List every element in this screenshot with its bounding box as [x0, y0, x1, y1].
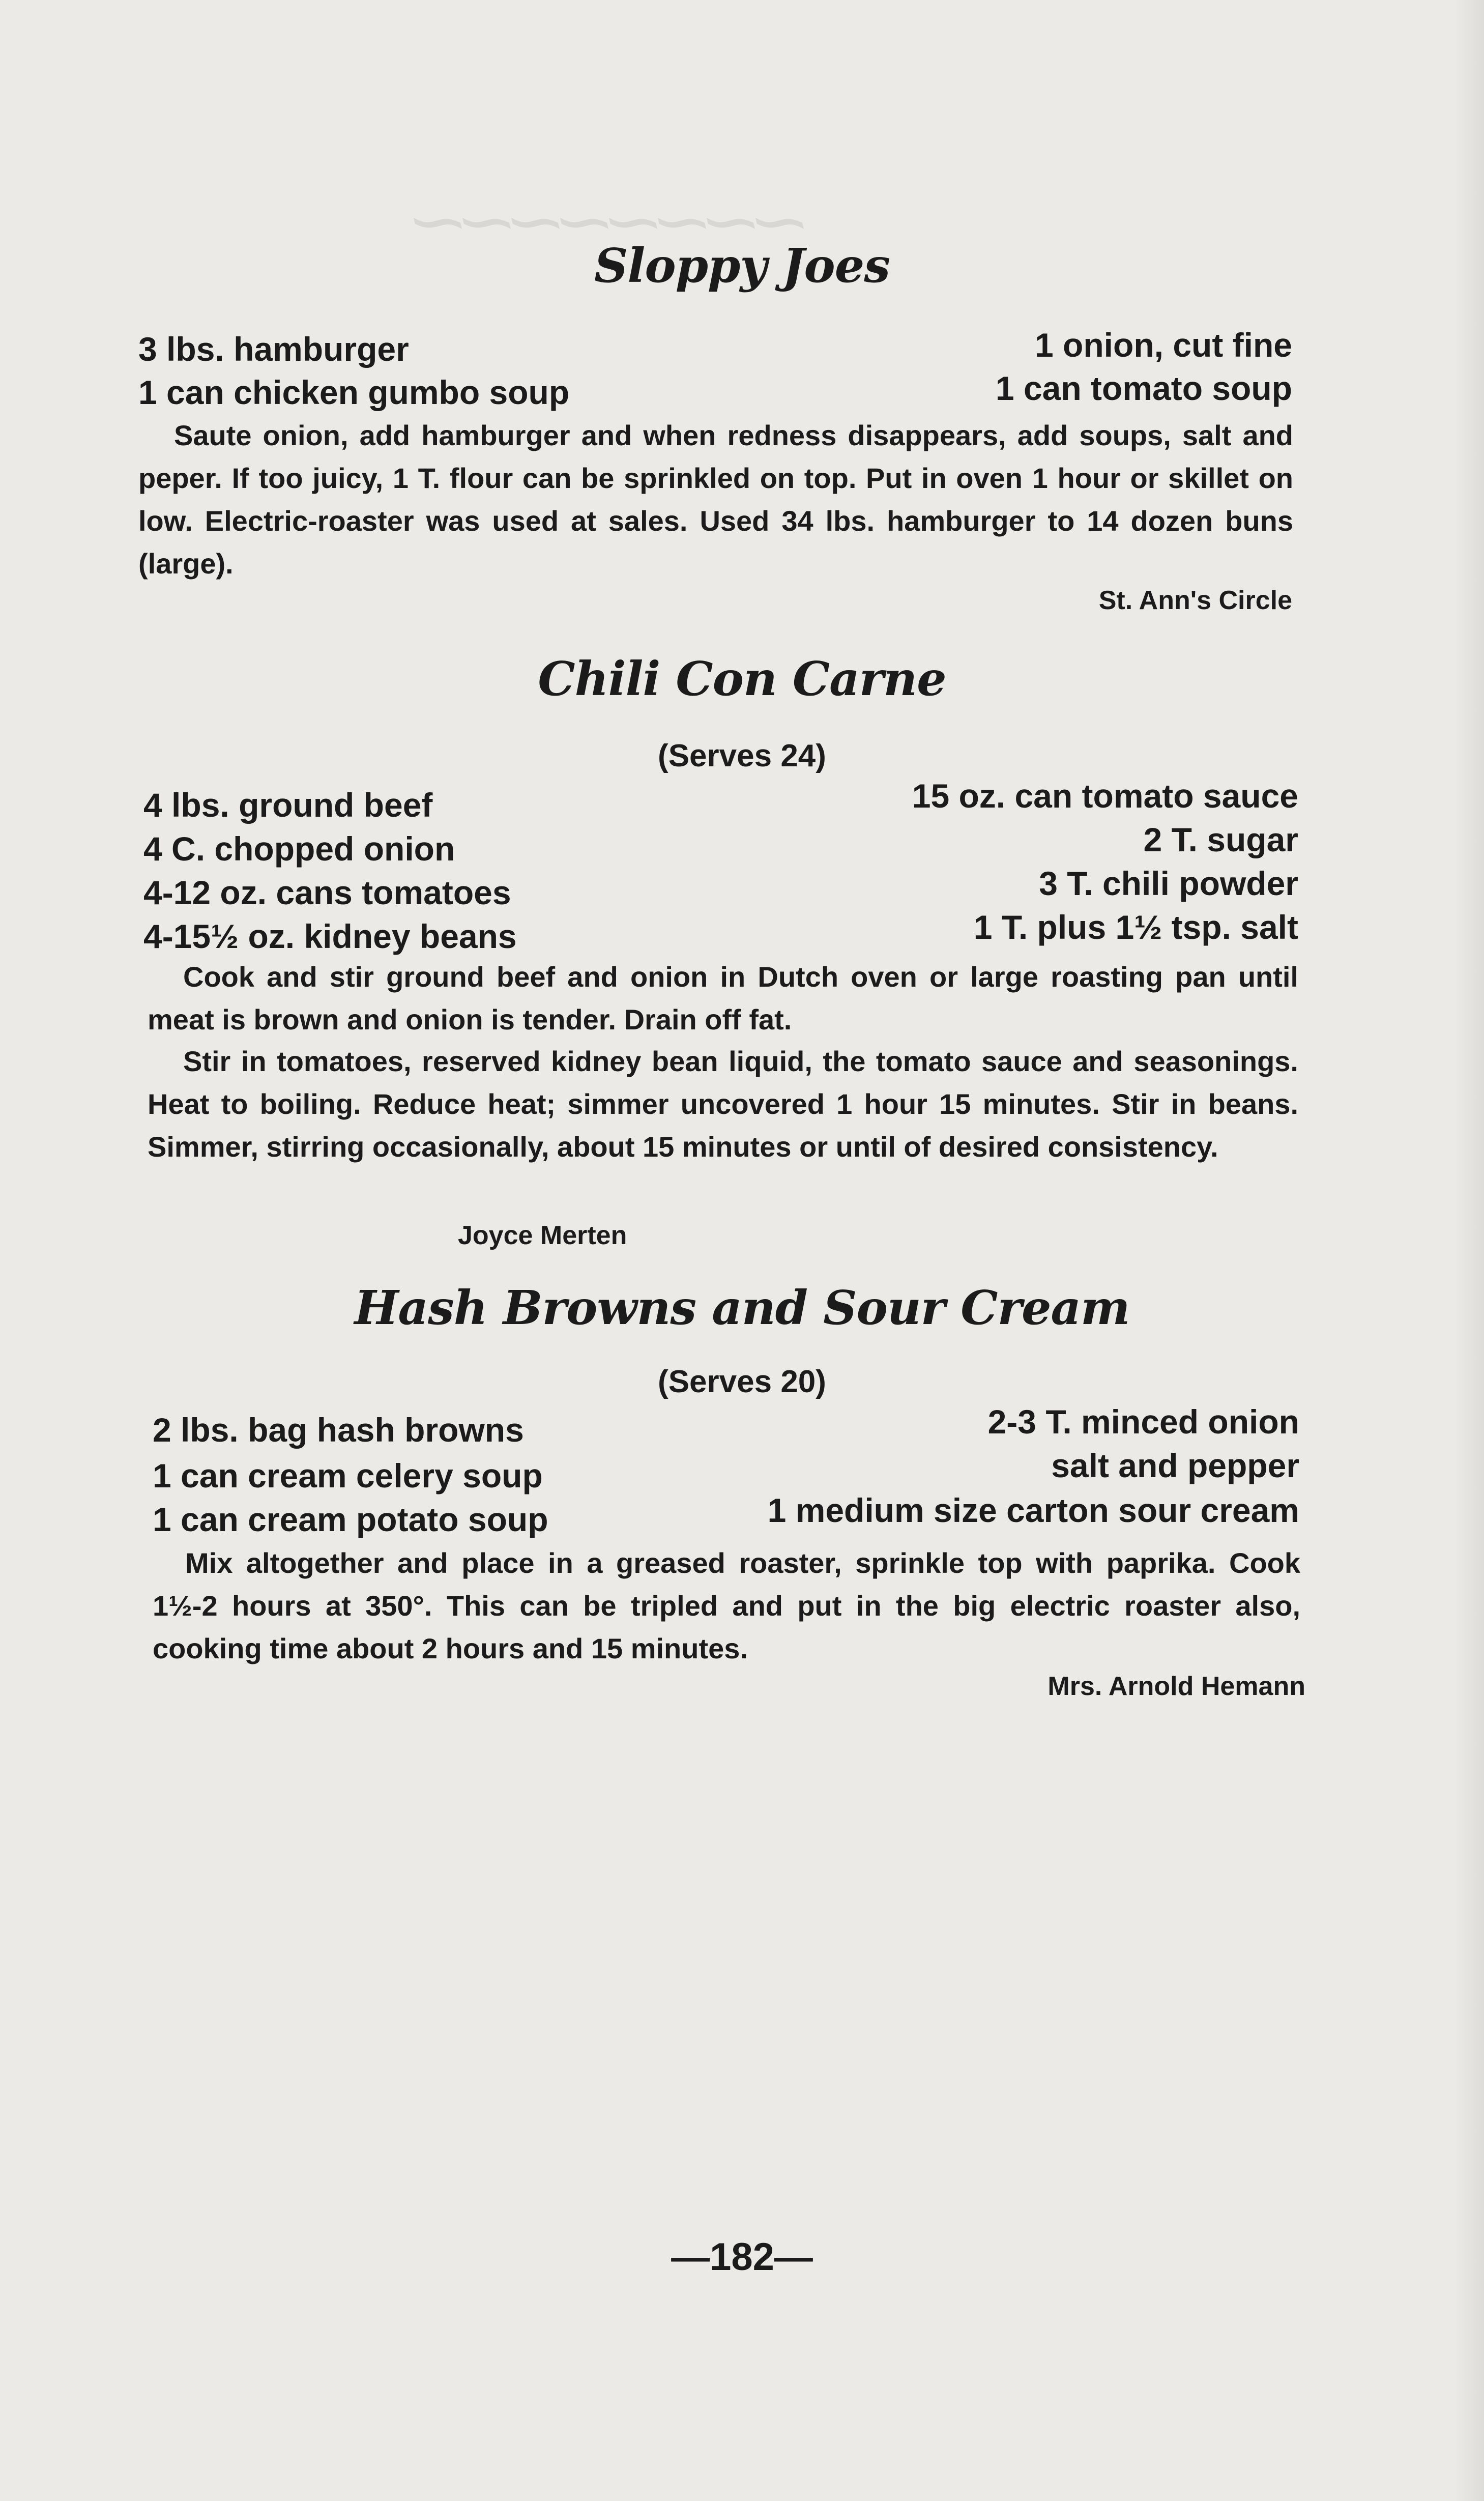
ingredient: 2 lbs. bag hash browns	[153, 1411, 524, 1449]
ingredient: 4-15½ oz. kidney beans	[143, 917, 517, 955]
show-through-decoration: ⁓⁓⁓⁓⁓⁓⁓⁓	[417, 195, 808, 249]
ingredient: 2-3 T. minced onion	[987, 1403, 1299, 1441]
ingredient: 1 medium size carton sour cream	[767, 1491, 1299, 1529]
ingredient: salt and pepper	[1051, 1447, 1299, 1484]
ingredient: 1 can cream celery soup	[153, 1457, 543, 1494]
recipe-directions: Cook and stir ground beef and onion in Dutch oven or large roasting pan until meat is brown and onion is tender. Drain off fat.	[148, 961, 1298, 1036]
recipe-credit: St. Ann's Circle	[1098, 586, 1292, 615]
recipe-serves: (Serves 20)	[658, 1364, 826, 1399]
recipe-serves: (Serves 24)	[658, 738, 826, 773]
recipe-directions: Mix altogether and place in a greased roaster, sprinkle top with paprika. Cook 1½-2 hours at 350°. This can be tripled and put in the big electric roaster also, cooking time about 2 hours and 15 minutes.	[153, 1547, 1300, 1664]
ingredient: 1 T. plus 1½ tsp. salt	[973, 908, 1298, 946]
recipe-directions: Saute onion, add hamburger and when redness disappears, add soups, salt and peper. If too juicy, 1 T. flour can be sprinkled on top. Put in oven 1 hour or skillet on low. Electric-roaster was used at sales. Used 34 lbs. hamburger to 14 dozen buns (large).	[138, 419, 1293, 580]
recipe-credit: Joyce Merten	[458, 1221, 627, 1250]
ingredient: 4-12 oz. cans tomatoes	[143, 874, 511, 911]
ingredient: 15 oz. can tomato sauce	[912, 777, 1298, 815]
ingredient: 3 T. chili powder	[1039, 865, 1298, 902]
ingredient: 1 can chicken gumbo soup	[138, 373, 570, 411]
recipe-credit: Mrs. Arnold Hemann	[1047, 1672, 1305, 1701]
ingredient: 2 T. sugar	[1143, 821, 1298, 858]
ingredient: 3 lbs. hamburger	[138, 330, 409, 368]
page-number: —182—	[671, 2235, 813, 2279]
ingredient: 1 can cream potato soup	[153, 1501, 548, 1538]
recipe-title-sloppy-joes: Sloppy Joes	[594, 238, 890, 293]
ingredient: 4 lbs. ground beef	[143, 786, 433, 824]
ingredient: 4 C. chopped onion	[143, 830, 455, 868]
ingredient: 1 can tomato soup	[995, 369, 1292, 407]
page-edge-shadow	[1453, 0, 1484, 2501]
recipe-title-hash-browns: Hash Browns and Sour Cream	[354, 1280, 1130, 1335]
ingredient: 1 onion, cut fine	[1035, 326, 1292, 364]
recipe-title-chili-con-carne: Chili Con Carne	[538, 651, 946, 706]
recipe-directions: Stir in tomatoes, reserved kidney bean liquid, the tomato sauce and seasonings. Heat to boiling. Reduce heat; simmer uncovered 1 hour 15 minutes. Stir in beans. Simmer, stirring occasionally, about 15 minutes or until of desired consistency.	[148, 1045, 1298, 1163]
